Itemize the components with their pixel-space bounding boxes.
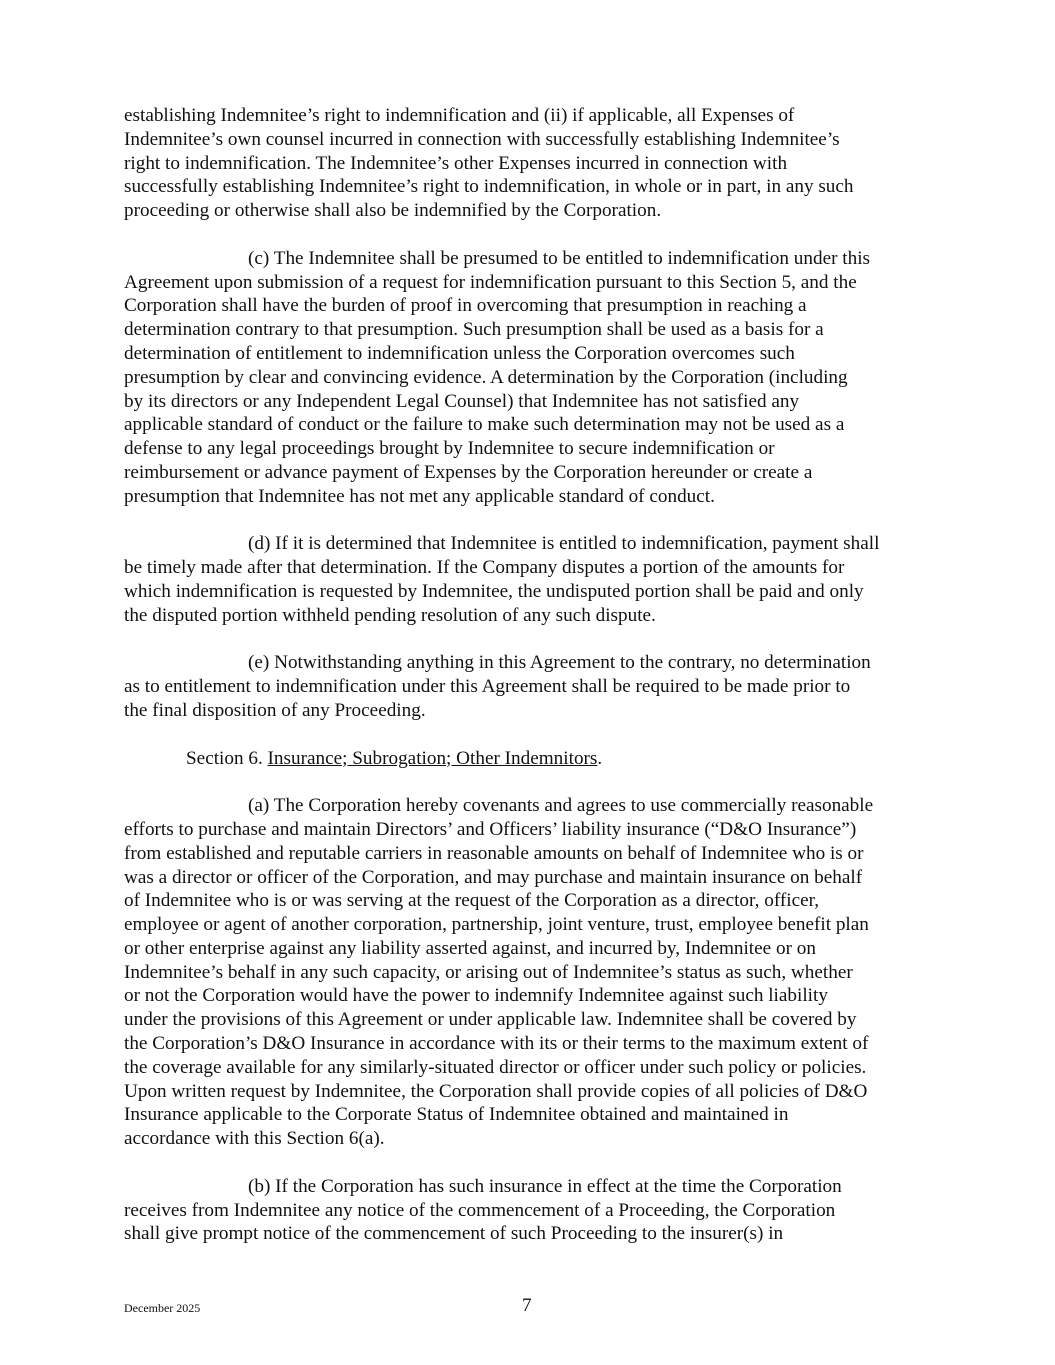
paragraph-c [124, 247, 944, 509]
text-line: shall give prompt notice of the commencement of such Proceeding to the insurer(s) in [124, 1223, 784, 1245]
text-line: the coverage available for any similarly-situated director or officer under such policy or policies. [124, 1056, 867, 1078]
text-line: efforts to purchase and maintain Directors’ and Officers’ liability insurance (“D&O Insurance”) [124, 818, 857, 840]
text-line: by its directors or any Independent Legal Counsel) that Indemnitee has not satisfied any [124, 390, 800, 412]
text-line: reimbursement or advance payment of Expenses by the Corporation hereunder or create a [124, 461, 813, 483]
footer-date: December 2025 [124, 1301, 201, 1315]
text-line: which indemnification is requested by Indemnitee, the undisputed portion shall be paid and only [124, 580, 864, 602]
text-line: (b) If the Corporation has such insurance in effect at the time the Corporation [248, 1175, 842, 1197]
text-line: be timely made after that determination. If the Company disputes a portion of the amounts for [124, 557, 845, 579]
text-line: (e) Notwithstanding anything in this Agreement to the contrary, no determination [248, 652, 871, 674]
text-line: presumption that Indemnitee has not met any applicable standard of conduct. [124, 485, 715, 507]
section-title-period: . [597, 747, 603, 769]
text-line: the disputed portion withheld pending resolution of any such dispute. [124, 604, 656, 626]
text-line: or not the Corporation would have the power to indemnify Indemnitee against such liability [124, 985, 828, 1007]
text-line: under the provisions of this Agreement or under applicable law. Indemnitee shall be covered by [124, 1009, 857, 1031]
paragraph-b-continuation [124, 104, 944, 223]
text-line: applicable standard of conduct or the failure to make such determination may not be used as a [124, 414, 845, 436]
text-line: successfully establishing Indemnitee’s right to indemnification, in whole or in part, in any such [124, 176, 854, 198]
text-line: (a) The Corporation hereby covenants and agrees to use commercially reasonable [248, 795, 874, 817]
text-line: employee or agent of another corporation, partnership, joint venture, trust, employee benefit plan [124, 914, 869, 936]
text-line: right to indemnification. The Indemnitee’s other Expenses incurred in connection with [124, 152, 788, 174]
section-title: Insurance; Subrogation; Other Indemnitors [267, 747, 598, 769]
text-line: Upon written request by Indemnitee, the Corporation shall provide copies of all policies of D&O [124, 1080, 868, 1102]
paragraph-e [124, 651, 944, 722]
text-line: Insurance applicable to the Corporate Status of Indemnitee obtained and maintained in [124, 1104, 789, 1126]
text-line: Agreement upon submission of a request for indemnification pursuant to this Section 5, and the [124, 271, 857, 293]
text-line: or other enterprise against any liability asserted against, and incurred by, Indemnitee or on [124, 937, 816, 959]
text-line: proceeding or otherwise shall also be indemnified by the Corporation. [124, 200, 662, 222]
text-line: determination of entitlement to indemnification unless the Corporation overcomes such [124, 342, 795, 364]
text-line: the final disposition of any Proceeding. [124, 699, 426, 721]
paragraph-6b [124, 1175, 944, 1246]
section-heading-line [124, 747, 944, 771]
document-body [124, 104, 944, 1270]
text-line: establishing Indemnitee’s right to indemnification and (ii) if applicable, all Expenses of [124, 105, 795, 126]
text-line: as to entitlement to indemnification under this Agreement shall be required to be made prior to [124, 676, 851, 698]
text-line: (c) The Indemnitee shall be presumed to be entitled to indemnification under this [248, 247, 870, 269]
section-6-heading [124, 747, 944, 771]
text-line: accordance with this Section 6(a). [124, 1128, 385, 1150]
paragraph-d [124, 532, 944, 627]
text-line: was a director or officer of the Corporation, and may purchase and maintain insurance on behalf [124, 866, 863, 888]
text-line: defense to any legal proceedings brought by Indemnitee to secure indemnification or [124, 438, 775, 460]
page-number: 7 [522, 1295, 532, 1316]
text-line: Corporation shall have the burden of proof in overcoming that presumption in reaching a [124, 295, 807, 317]
text-line: the Corporation’s D&O Insurance in accordance with its or their terms to the maximum extent of [124, 1033, 869, 1055]
text-line: (d) If it is determined that Indemnitee is entitled to indemnification, payment shall [248, 533, 880, 555]
text-line: receives from Indemnitee any notice of the commencement of a Proceeding, the Corporation [124, 1199, 836, 1221]
paragraph-6a [124, 794, 944, 1151]
text-line: from established and reputable carriers in reasonable amounts on behalf of Indemnitee who is or [124, 842, 864, 864]
text-line: determination contrary to that presumption. Such presumption shall be used as a basis for a [124, 319, 824, 341]
text-line: presumption by clear and convincing evidence. A determination by the Corporation (including [124, 366, 848, 388]
text-line: of Indemnitee who is or was serving at the request of the Corporation as a director, officer, [124, 890, 820, 912]
section-number: Section 6. [186, 747, 268, 769]
text-line: Indemnitee’s own counsel incurred in connection with successfully establishing Indemnitee’s [124, 128, 840, 150]
text-line: Indemnitee’s behalf in any such capacity, or arising out of Indemnitee’s status as such, whether [124, 961, 853, 983]
